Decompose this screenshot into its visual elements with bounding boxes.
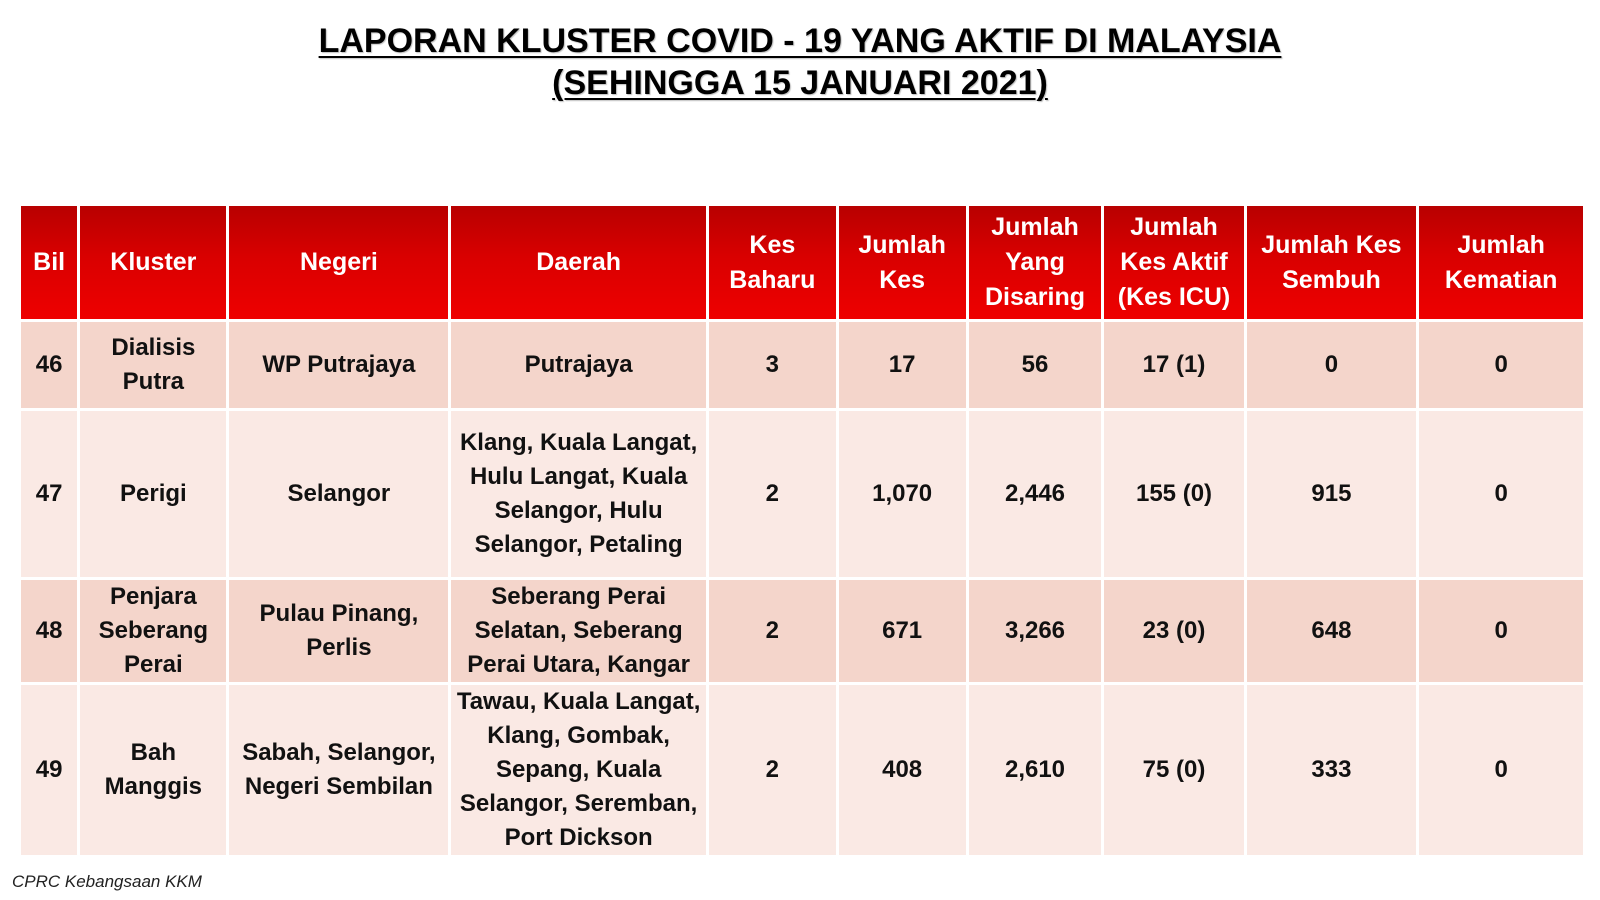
header-kes-baharu: Kes Baharu — [709, 206, 836, 319]
header-jumlah-kes: Jumlah Kes — [839, 206, 966, 319]
cell-daerah: Klang, Kuala Langat, Hulu Langat, Kuala Selangor, Hulu Selangor, Petaling — [451, 411, 706, 577]
cell-kluster: Dialisis Putra — [80, 322, 226, 408]
cell-negeri: Pulau Pinang, Perlis — [229, 580, 448, 682]
cell-bil: 47 — [21, 411, 77, 577]
cell-kluster: Perigi — [80, 411, 226, 577]
table-row — [21, 411, 1583, 577]
cell-kluster: Penjara Seberang Perai — [80, 580, 226, 682]
header-jumlah-sembuh: Jumlah Kes Sembuh — [1247, 206, 1417, 319]
header-jumlah-aktif: Jumlah Kes Aktif (Kes ICU) — [1104, 206, 1243, 319]
header-daerah: Daerah — [451, 206, 706, 319]
cell-jumlah-disaring: 3,266 — [969, 580, 1102, 682]
cell-jumlah-kes: 17 — [839, 322, 966, 408]
cell-jumlah-kes: 1,070 — [839, 411, 966, 577]
cell-daerah: Putrajaya — [451, 322, 706, 408]
cell-jumlah-kematian: 0 — [1419, 411, 1583, 577]
cell-jumlah-sembuh: 0 — [1247, 322, 1417, 408]
cell-negeri: Selangor — [229, 411, 448, 577]
cell-jumlah-kematian: 0 — [1419, 322, 1583, 408]
page-title — [0, 20, 1600, 104]
header-row — [21, 206, 1583, 319]
title-line-1: LAPORAN KLUSTER COVID - 19 YANG AKTIF DI MALAYSIA — [318, 22, 1282, 60]
cell-jumlah-sembuh: 648 — [1247, 580, 1417, 682]
cell-bil: 49 — [21, 685, 77, 855]
cell-daerah: Seberang Perai Selatan, Seberang Perai Utara, Kangar — [451, 580, 706, 682]
header-jumlah-kematian: Jumlah Kematian — [1419, 206, 1583, 319]
header-kluster: Kluster — [80, 206, 226, 319]
cell-jumlah-aktif: 23 (0) — [1104, 580, 1243, 682]
cell-jumlah-kes: 408 — [839, 685, 966, 855]
cell-jumlah-disaring: 56 — [969, 322, 1102, 408]
header-bil: Bil — [21, 206, 77, 319]
cell-jumlah-disaring: 2,610 — [969, 685, 1102, 855]
cell-kes-baharu: 3 — [709, 322, 836, 408]
cell-jumlah-disaring: 2,446 — [969, 411, 1102, 577]
header-jumlah-disaring: Jumlah Yang Disaring — [969, 206, 1102, 319]
cell-bil: 48 — [21, 580, 77, 682]
cell-jumlah-sembuh: 915 — [1247, 411, 1417, 577]
title-line-2: (SEHINGGA 15 JANUARI 2021) — [552, 64, 1048, 102]
cell-kluster: Bah Manggis — [80, 685, 226, 855]
cell-jumlah-aktif: 17 (1) — [1104, 322, 1243, 408]
cell-kes-baharu: 2 — [709, 685, 836, 855]
table-row — [21, 685, 1583, 855]
cell-negeri: WP Putrajaya — [229, 322, 448, 408]
cell-jumlah-kematian: 0 — [1419, 580, 1583, 682]
cell-negeri: Sabah, Selangor, Negeri Sembilan — [229, 685, 448, 855]
cell-jumlah-sembuh: 333 — [1247, 685, 1417, 855]
cell-jumlah-aktif: 75 (0) — [1104, 685, 1243, 855]
cell-jumlah-kematian: 0 — [1419, 685, 1583, 855]
cell-kes-baharu: 2 — [709, 411, 836, 577]
cluster-table — [18, 203, 1586, 858]
source-note: CPRC Kebangsaan KKM — [12, 872, 202, 891]
cell-jumlah-kes: 671 — [839, 580, 966, 682]
cell-daerah: Tawau, Kuala Langat, Klang, Gombak, Sepang, Kuala Selangor, Seremban, Port Dickson — [451, 685, 706, 855]
cell-jumlah-aktif: 155 (0) — [1104, 411, 1243, 577]
cell-bil: 46 — [21, 322, 77, 408]
table-row — [21, 580, 1583, 682]
cell-kes-baharu: 2 — [709, 580, 836, 682]
header-negeri: Negeri — [229, 206, 448, 319]
table-row — [21, 322, 1583, 408]
